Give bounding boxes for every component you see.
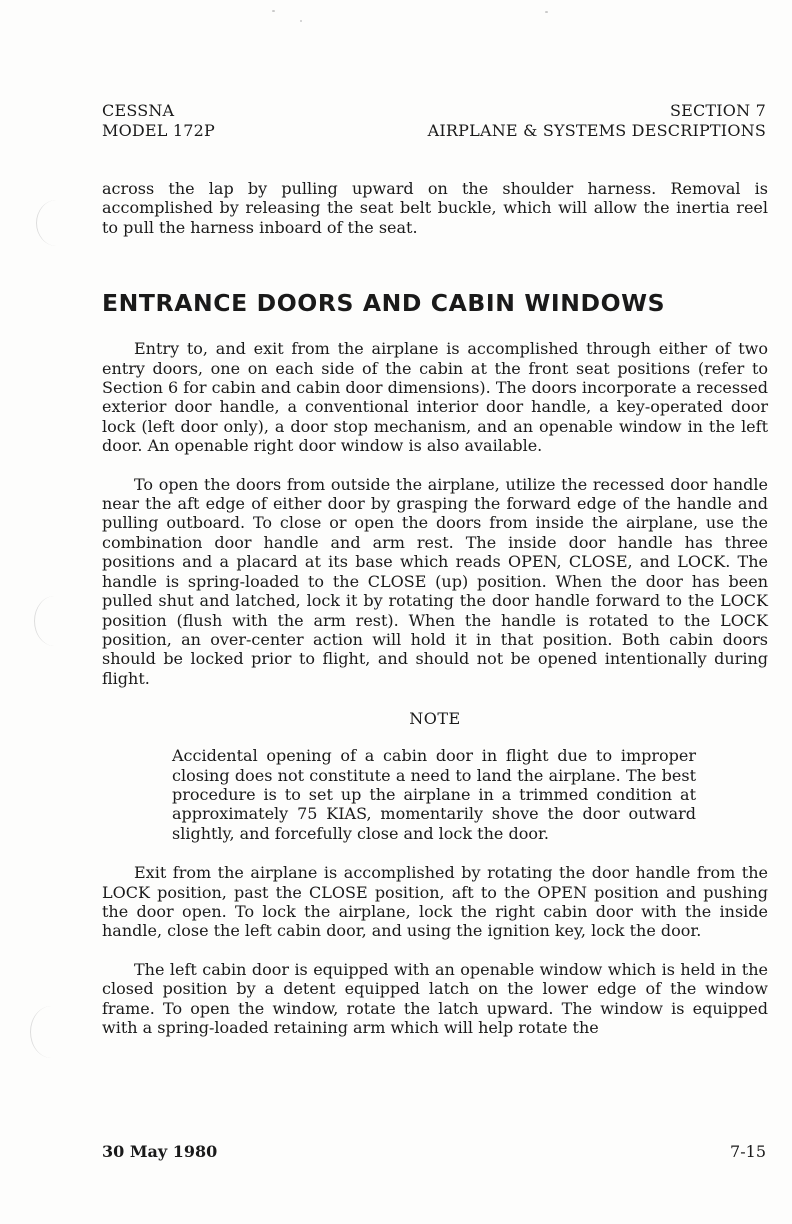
header-section-title: AIRPLANE & SYSTEMS DESCRIPTIONS (427, 121, 766, 140)
note-label: NOTE (409, 709, 461, 729)
note-text: Accidental opening of a cabin door in flight due to improper closing does not constitute a need to land the airplane. The best procedure is to set up the airplane in a trimmed condition at approximately 75 KIAS, momentarily shove the door outward slightly, and forcefully close and lock the door. (172, 746, 696, 843)
punch-hole-mark (36, 200, 77, 246)
page-number: 7-15 (730, 1142, 766, 1161)
footer-date: 30 May 1980 (102, 1142, 218, 1161)
scan-speck (272, 10, 275, 12)
header-section: SECTION 7 (669, 101, 766, 120)
page-footer (102, 1142, 766, 1162)
section-heading: ENTRANCE DOORS AND CABIN WINDOWS (102, 289, 666, 318)
scan-speck (300, 20, 302, 22)
page-content (102, 179, 768, 1037)
page-header (102, 101, 766, 141)
body-paragraph: Entry to, and exit from the airplane is accomplished through either of two entry doors, one on each side of the cabin at the front seat positions (refer to Section 6 for cabin and cabin door dimensions). The doors incorporate a recessed exterior door handle, a conventional interior door handle, a key-operated door lock (left door only), a door stop mechanism, and an openable window in the left door. An openable right door window is also available. (102, 339, 768, 456)
punch-hole-mark (30, 1006, 73, 1058)
intro-paragraph: across the lap by pulling upward on the shoulder harness. Removal is accomplished by releasing the seat belt buckle, which will allow the inertia reel to pull the harness inboard of the seat. (102, 179, 768, 237)
header-manufacturer: CESSNA (102, 101, 175, 120)
header-model: MODEL 172P (102, 121, 216, 140)
body-paragraph: The left cabin door is equipped with an openable window which is held in the closed position by a detent equipped latch on the lower edge of the window frame. To open the window, rotate the latch upward. The window is equipped with a spring-loaded retaining arm which will help rotate the (102, 959, 768, 1037)
scan-speck (545, 11, 548, 13)
body-paragraph: Exit from the airplane is accomplished by rotating the door handle from the LOCK position, past the CLOSE position, aft to the OPEN position and pushing the door open. To lock the airplane, lock the right cabin door with the inside handle, close the left cabin door, and using the ignition key, lock the door. (102, 863, 768, 941)
punch-hole-mark (34, 596, 75, 646)
body-paragraph: To open the doors from outside the airplane, utilize the recessed door handle near the aft edge of either door by grasping the forward edge of the handle and pulling outboard. To close or open the doors from inside the airplane, use the combination door handle and arm rest. The inside door handle has three positions and a placard at its base which reads OPEN, CLOSE, and LOCK. The handle is spring-loaded to the CLOSE (up) position. When the door has been pulled shut and latched, lock it by rotating the door handle forward to the LOCK position (flush with the arm rest). When the handle is rotated to the LOCK position, an over-center action will hold it in that position. Both cabin doors should be locked prior to flight, and should not be opened intentionally during flight. (102, 474, 768, 688)
